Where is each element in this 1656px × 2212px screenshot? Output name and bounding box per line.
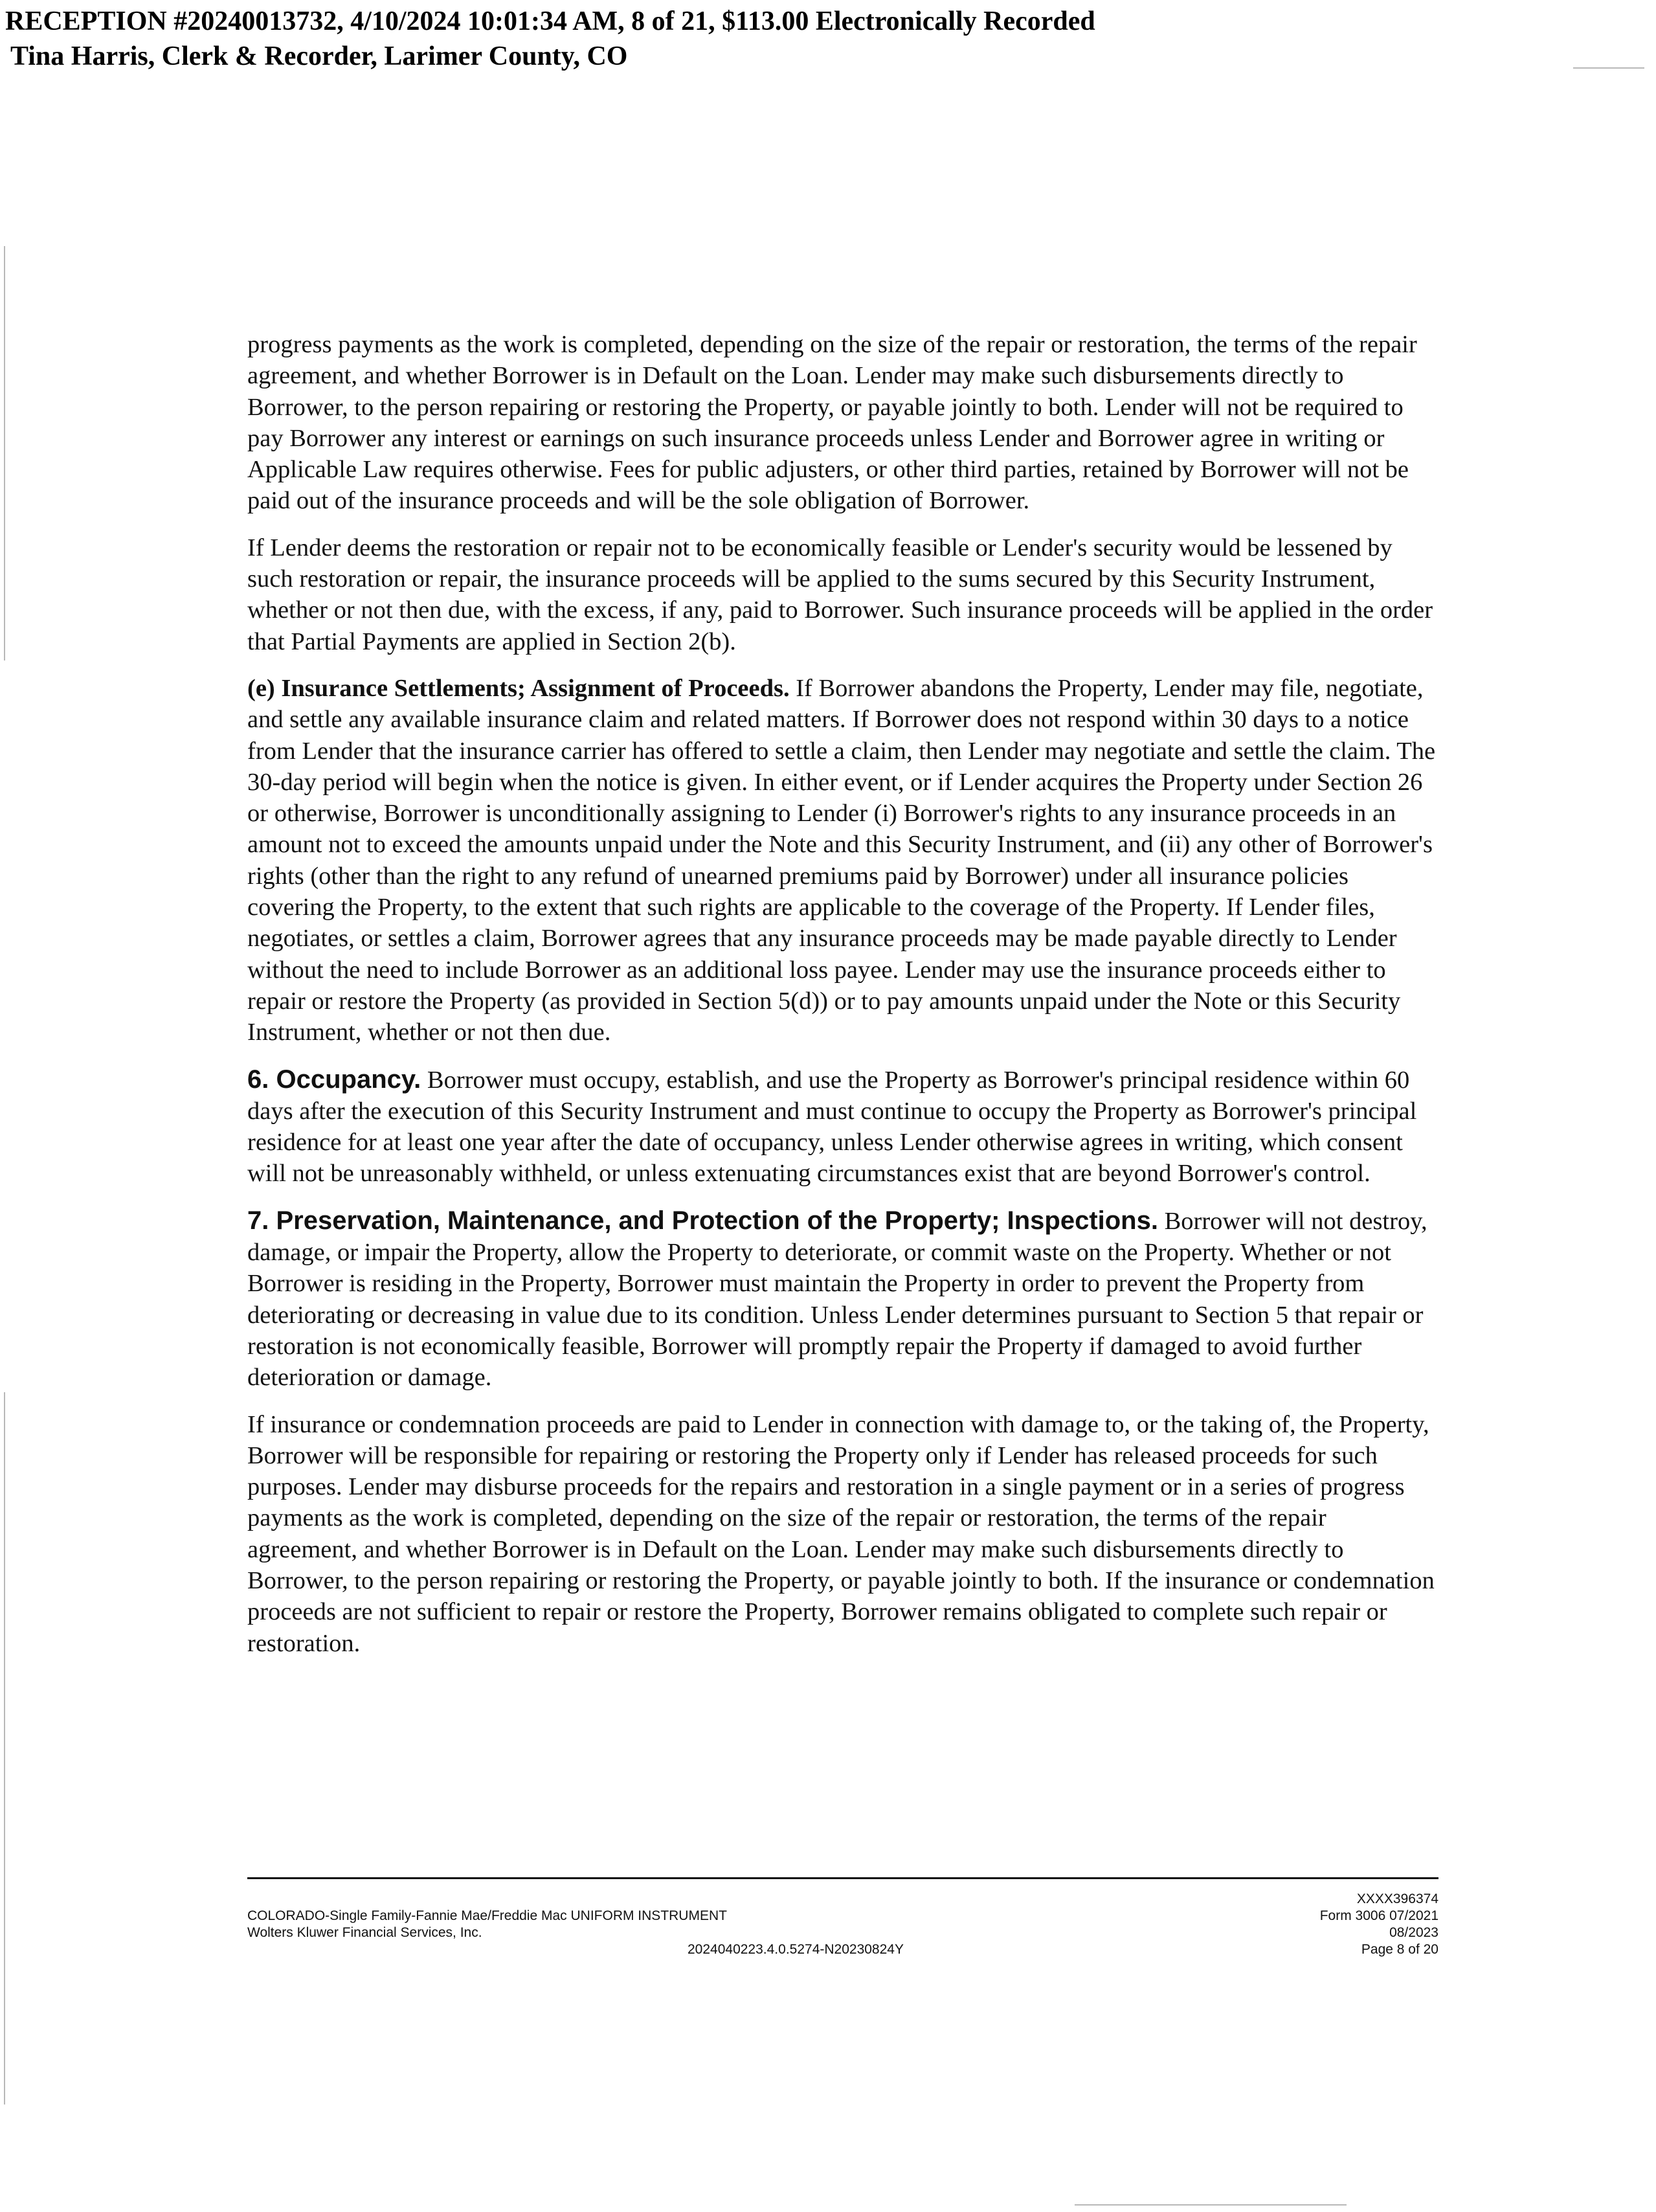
footer-page-number: Page 8 of 20	[1361, 1942, 1438, 1957]
section-text-occupancy: Borrower must occupy, establish, and use the Property as Borrower's principal residence within 60 days after the execution of this Security Instrument and must continue to occupy the Property as Borrower's principal residence for at least one year after the date of occupancy, unless Lender otherwise agrees in writing, which consent will not be unreasonably withheld, or unless extenuating circumstances exist that are beyond Borrower's control.	[247, 1066, 1417, 1188]
scan-artifact-left-edge-lower	[4, 1392, 5, 2105]
paragraph-condemnation-proceeds: If insurance or condemnation proceeds are paid to Lender in connection with damage to, or the taking of, the Property, Borrower will be responsible for repairing or restoring the Property only if Lender has released proceeds for such purposes. Lender may disburse proceeds for the repairs and restoration in a single payment or in a series of progress payments as the work is completed, depending on the size of the repair or restoration, the terms of the repair agreement, and whether Borrower is in Default on the Loan. Lender may make such disbursements directly to Borrower, to the person repairing or restoring the Property, or payable jointly to both. If the insurance or condemnation proceeds are not sufficient to repair or restore the Property, Borrower remains obligated to complete such repair or restoration.	[247, 1410, 1435, 1657]
scan-artifact-top-right	[1573, 67, 1644, 69]
section-heading-preservation: 7. Preservation, Maintenance, and Protection of the Property; Inspections.	[247, 1206, 1158, 1235]
footer-publisher: Wolters Kluwer Financial Services, Inc.	[247, 1925, 482, 1940]
footer-form-number: Form 3006 07/2021	[1319, 1908, 1438, 1923]
section-preservation	[247, 1205, 1438, 1394]
footer-form-title: COLORADO-Single Family-Fannie Mae/Freddie Mac UNIFORM INSTRUMENT	[247, 1908, 727, 1923]
footer-loan-number: XXXX396374	[1356, 1891, 1438, 1906]
scan-artifact-left-edge	[4, 246, 5, 660]
footer-form-meta	[1320, 1891, 1438, 1958]
footer-revision-date: 08/2023	[1389, 1925, 1438, 1940]
footer-form-info	[247, 1908, 727, 1941]
section-heading-insurance-settlements: (e) Insurance Settlements; Assignment of Proceeds.	[247, 674, 790, 702]
scan-artifact-bottom	[1075, 2204, 1347, 2206]
document-body	[247, 329, 1438, 1675]
footer-divider	[247, 1877, 1438, 1879]
section-heading-occupancy: 6. Occupancy.	[247, 1065, 421, 1094]
section-insurance-settlements	[247, 673, 1438, 1048]
recording-stamp	[5, 4, 1095, 74]
paragraph-economically-feasible: If Lender deems the restoration or repair not to be economically feasible or Lender's security would be lessened by such restoration or repair, the insurance proceeds will be applied to the sums secured by this Security Instrument, whether or not then due, with the excess, if any, paid to Borrower. Such insurance proceeds will be applied in the order that Partial Payments are applied in Section 2(b).	[247, 534, 1433, 655]
recording-stamp-line1: RECEPTION #20240013732, 4/10/2024 10:01:34 AM, 8 of 21, $113.00 Electronically Recorded	[5, 6, 1095, 36]
recording-stamp-line2: Tina Harris, Clerk & Recorder, Larimer County, CO	[10, 41, 628, 71]
section-text-preservation: Borrower will not destroy, damage, or impair the Property, allow the Property to deteriorate, or commit waste on the Property. Whether or not Borrower is residing in the Property, Borrower must maintain the Property in order to prevent the Property from deteriorating or decreasing in value due to its condition. Unless Lender determines pursuant to Section 5 that repair or restoration is not economically feasible, Borrower will promptly repair the Property if damaged to avoid further deterioration or damage.	[247, 1207, 1427, 1392]
footer-document-code: 2024040223.4.0.5274-N20230824Y	[688, 1942, 904, 1957]
section-text-insurance-settlements: If Borrower abandons the Property, Lender may file, negotiate, and settle any available insurance claim and related matters. If Borrower does not respond within 30 days to a notice from Lender that the insurance carrier has offered to settle a claim, then Lender may negotiate and settle the claim. The 30-day period will begin when the notice is given. In either event, or if Lender acquires the Property under Section 26 or otherwise, Borrower is unconditionally assigning to Lender (i) Borrower's rights to any insurance proceeds in an amount not to exceed the amounts unpaid under the Note and this Security Instrument, and (ii) any other of Borrower's rights (other than the right to any refund of unearned premiums paid by Borrower) under all insurance policies covering the Property, to the extent that such rights are applicable to the coverage of the Property. If Lender files, negotiates, or settles a claim, Borrower agrees that any insurance proceeds may be made payable directly to Lender without the need to include Borrower as an additional loss payee. Lender may use the insurance proceeds either to repair or restore the Property (as provided in Section 5(d)) or to pay amounts unpaid under the Note or this Security Instrument, whether or not then due.	[247, 674, 1436, 1046]
section-occupancy	[247, 1064, 1438, 1190]
page-footer	[247, 1891, 1438, 1969]
paragraph-repair-disbursements: progress payments as the work is completed, depending on the size of the repair or restoration, the terms of the repair agreement, and whether Borrower is in Default on the Loan. Lender may make such disbursements directly to Borrower, to the person repairing or restoring the Property, or payable jointly to both. Lender will not be required to pay Borrower any interest or earnings on such insurance proceeds unless Lender and Borrower agree in writing or Applicable Law requires otherwise. Fees for public adjusters, or other third parties, retained by Borrower will not be paid out of the insurance proceeds and will be the sole obligation of Borrower.	[247, 331, 1417, 515]
